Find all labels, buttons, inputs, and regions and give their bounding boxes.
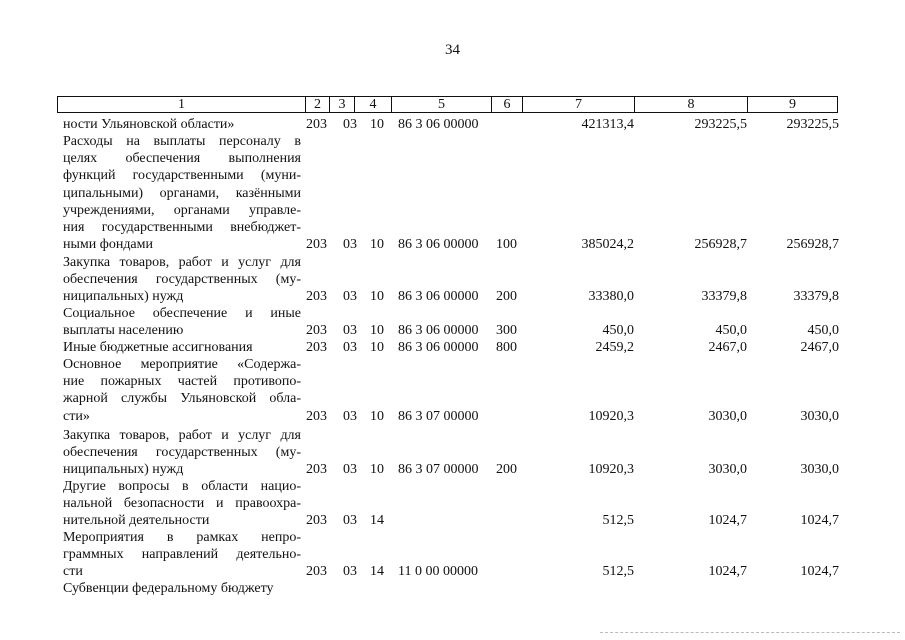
grbs-code: 203 [306, 323, 327, 339]
description-line: Закупка товаров, работ и услуг для [63, 428, 301, 443]
subsection-code: 14 [370, 513, 384, 529]
amount-col-9: 1024,7 [800, 513, 839, 529]
amount-col-9: 33379,8 [793, 289, 839, 305]
section-code: 03 [343, 340, 357, 355]
amount-col-7: 385024,2 [581, 237, 634, 253]
amount-col-9: 3030,0 [800, 408, 839, 424]
description-line: Основное мероприятие «Содержа- [63, 357, 301, 372]
expense-type-code: 800 [496, 340, 517, 355]
description-line: Мероприятия в рамках непро- [63, 530, 301, 545]
amount-col-9: 256928,7 [786, 237, 839, 253]
row-description [63, 427, 301, 479]
row-description [63, 356, 301, 425]
subsection-code: 10 [370, 117, 384, 132]
header-col-6: 6 [491, 97, 522, 112]
description-line: учреждениями, органами управле- [63, 202, 301, 218]
subsection-code: 10 [370, 237, 384, 253]
row-description [63, 580, 301, 597]
amount-col-8: 33379,8 [701, 289, 747, 305]
header-col-4: 4 [354, 97, 391, 112]
page-number: 34 [445, 42, 460, 58]
grbs-code: 203 [306, 462, 327, 478]
description-line: выплаты населению [63, 323, 184, 339]
description-line: обеспечения государственных (му- [63, 272, 301, 288]
section-code: 03 [343, 237, 357, 253]
row-description [63, 116, 301, 133]
target-article-code: 86 3 06 00000 [398, 117, 479, 132]
target-article-code: 86 3 06 00000 [398, 323, 479, 339]
description-line: нальной безопасности и правоохра- [63, 496, 301, 512]
grbs-code: 203 [306, 408, 327, 424]
amount-col-9: 2467,0 [800, 340, 839, 355]
amount-col-8: 3030,0 [708, 462, 747, 478]
row-description [63, 254, 301, 306]
amount-col-9: 1024,7 [800, 564, 839, 580]
subsection-code: 14 [370, 564, 384, 580]
section-code: 03 [343, 462, 357, 478]
row-description [63, 305, 301, 339]
expense-type-code: 200 [496, 289, 517, 305]
amount-col-7: 421313,4 [581, 117, 634, 132]
subsection-code: 10 [370, 462, 384, 478]
amount-col-7: 10920,3 [588, 462, 634, 478]
description-line: Расходы на выплаты персоналу в [63, 134, 301, 149]
amount-col-8: 1024,7 [708, 564, 747, 580]
amount-col-9: 293225,5 [786, 117, 839, 132]
section-code: 03 [343, 564, 357, 580]
target-article-code: 86 3 07 00000 [398, 408, 479, 424]
row-description [63, 529, 301, 581]
expense-type-code: 100 [496, 237, 517, 253]
subsection-code: 10 [370, 408, 384, 424]
grbs-code: 203 [306, 237, 327, 253]
description-line: сти [63, 564, 83, 580]
amount-col-7: 10920,3 [588, 408, 634, 424]
header-col-2: 2 [305, 97, 329, 112]
target-article-code: 86 3 07 00000 [398, 462, 479, 478]
subsection-code: 10 [370, 289, 384, 305]
description-line: целях обеспечения выполнения [63, 151, 301, 167]
amount-col-7: 512,5 [602, 513, 634, 529]
description-line: граммных направлений деятельно- [63, 547, 301, 563]
subsection-code: 10 [370, 323, 384, 339]
section-code: 03 [343, 513, 357, 529]
description-line: ниципальных) нужд [63, 289, 184, 305]
amount-col-7: 450,0 [602, 323, 634, 339]
grbs-code: 203 [306, 340, 327, 355]
section-code: 03 [343, 323, 357, 339]
target-article-code: 86 3 06 00000 [398, 237, 479, 253]
header-col-3: 3 [329, 97, 354, 112]
description-line: жарной службы Ульяновской обла- [63, 391, 301, 407]
amount-col-9: 450,0 [807, 323, 839, 339]
scan-edge-mark [600, 632, 900, 635]
description-line: Субвенции федеральному бюджету [63, 581, 274, 596]
header-col-7: 7 [522, 97, 634, 112]
amount-col-7: 512,5 [602, 564, 634, 580]
description-line: Социальное обеспечение и иные [63, 306, 301, 321]
description-line: ние пожарных частей противопо- [63, 374, 301, 390]
description-line: ципальными) органами, казёнными [63, 185, 301, 201]
row-description [63, 133, 301, 253]
target-article-code: 11 0 00 00000 [398, 564, 478, 580]
description-line: ниципальных) нужд [63, 462, 184, 478]
description-line: сти» [63, 408, 90, 424]
description-line: функций государственными (муни- [63, 168, 301, 184]
amount-col-7: 33380,0 [588, 289, 634, 305]
description-line: Иные бюджетные ассигнования [63, 340, 253, 355]
section-code: 03 [343, 289, 357, 305]
row-description [63, 478, 301, 530]
description-line: ности Ульяновской области» [63, 117, 235, 132]
amount-col-8: 3030,0 [708, 408, 747, 424]
description-line: обеспечения государственных (му- [63, 445, 301, 461]
description-line: ными фондами [63, 237, 154, 253]
amount-col-8: 256928,7 [694, 237, 747, 253]
header-col-8: 8 [634, 97, 747, 112]
grbs-code: 203 [306, 289, 327, 305]
description-line: нительной деятельности [63, 513, 210, 529]
amount-col-8: 450,0 [715, 323, 747, 339]
table-header [57, 96, 838, 113]
header-col-9: 9 [747, 97, 837, 112]
grbs-code: 203 [306, 513, 327, 529]
description-line: ния государственными внебюджет- [63, 219, 301, 235]
header-col-5: 5 [391, 97, 491, 112]
grbs-code: 203 [306, 564, 327, 580]
target-article-code: 86 3 06 00000 [398, 289, 479, 305]
header-col-1: 1 [178, 97, 185, 112]
grbs-code: 203 [306, 117, 327, 132]
expense-type-code: 300 [496, 323, 517, 339]
section-code: 03 [343, 117, 357, 132]
row-description [63, 339, 301, 356]
amount-col-7: 2459,2 [595, 340, 634, 355]
section-code: 03 [343, 408, 357, 424]
expense-type-code: 200 [496, 462, 517, 478]
amount-col-8: 1024,7 [708, 513, 747, 529]
amount-col-8: 293225,5 [694, 117, 747, 132]
description-line: Другие вопросы в области нацио- [63, 479, 301, 494]
amount-col-8: 2467,0 [708, 340, 747, 355]
description-line: Закупка товаров, работ и услуг для [63, 255, 301, 270]
target-article-code: 86 3 06 00000 [398, 340, 479, 355]
amount-col-9: 3030,0 [800, 462, 839, 478]
subsection-code: 10 [370, 340, 384, 355]
